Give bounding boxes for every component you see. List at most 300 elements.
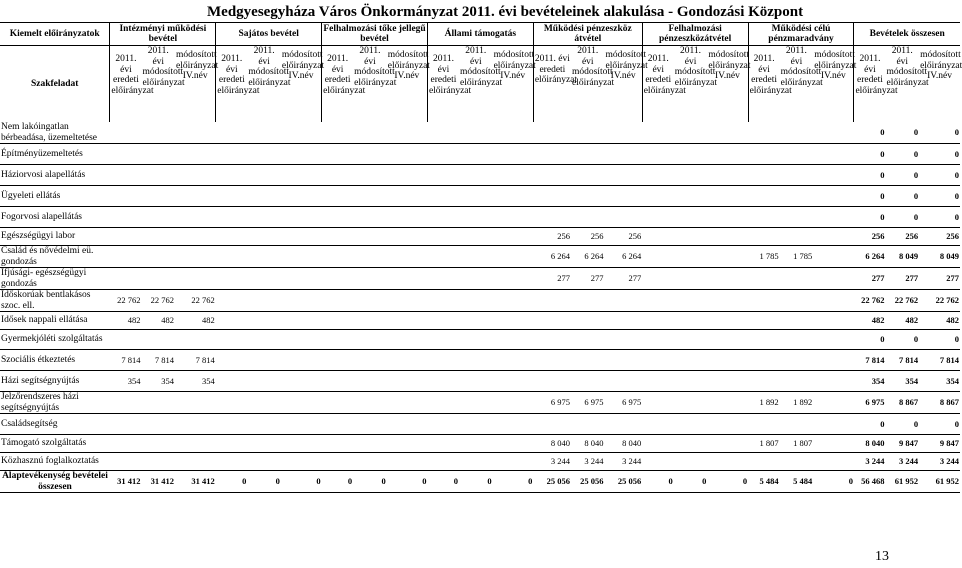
cell-value: 9 847 [885,435,919,453]
cell-value [353,268,387,290]
group-header: Állami támogatás [427,23,533,46]
cell-value [571,122,605,144]
cell-value [216,414,248,435]
subcol-header: módosított előirányzat IV.név [493,50,536,81]
cell-value [110,228,142,246]
cell-value: 7 814 [885,350,919,371]
cell-value: 22 762 [919,290,960,312]
cell-value [353,144,387,165]
cell-value [674,435,708,453]
cell-value: 8 867 [885,392,919,414]
cell-value [605,350,643,371]
cell-value [427,392,459,414]
cell-value [427,453,459,471]
table-row [0,392,960,414]
cell-value [605,330,643,350]
cell-value [216,312,248,330]
cell-value [780,268,814,290]
total-value: 31 412 [175,471,216,493]
cell-value: 0 [919,330,960,350]
cell-value [353,165,387,186]
cell-value [427,435,459,453]
row-label: Közhasznú foglalkoztatás [0,453,110,471]
cell-value [642,330,674,350]
cell-value [780,350,814,371]
cell-value [322,186,354,207]
cell-value [427,312,459,330]
cell-value [707,122,748,144]
cell-value [247,246,281,268]
cell-value [281,165,322,186]
cell-value [674,392,708,414]
cell-value: 277 [571,268,605,290]
subcol-header: módosított előirányzat IV.név [605,50,648,81]
cell-value [605,186,643,207]
cell-value [748,268,780,290]
cell-value: 9 847 [919,435,960,453]
cell-value [493,207,534,228]
page-number: 13 [875,549,889,564]
table-row [0,453,960,471]
cell-value [813,122,854,144]
cell-value [605,371,643,392]
cell-value [748,312,780,330]
cell-value [493,165,534,186]
cell-value [175,330,216,350]
cell-value [353,312,387,330]
total-value: 0 [247,471,281,493]
cell-value: 0 [854,186,886,207]
total-value: 25 056 [605,471,643,493]
cell-value [780,165,814,186]
cell-value: 3 244 [533,453,571,471]
cell-value [707,290,748,312]
cell-value [216,165,248,186]
cell-value [353,330,387,350]
table-row [0,186,960,207]
cell-value [281,144,322,165]
cell-value [605,144,643,165]
cell-value [387,330,428,350]
table-row [0,371,960,392]
cell-value [605,414,643,435]
cell-value [493,392,534,414]
row-label: Házi segítségnyújtás [0,371,110,392]
cell-value [707,228,748,246]
cell-value: 8 040 [571,435,605,453]
cell-value: 0 [854,122,886,144]
cell-value [175,453,216,471]
cell-value [175,122,216,144]
cell-value [674,453,708,471]
cell-value: 8 867 [919,392,960,414]
cell-value [533,414,571,435]
cell-value [642,371,674,392]
cell-value [353,350,387,371]
cell-value [605,207,643,228]
cell-value: 482 [854,312,886,330]
cell-value [748,290,780,312]
cell-value [387,350,428,371]
cell-value: 6 264 [854,246,886,268]
table-row [0,312,960,330]
cell-value [281,435,322,453]
cell-value [674,290,708,312]
cell-value [322,246,354,268]
cell-value: 8 049 [919,246,960,268]
cell-value [322,312,354,330]
cell-value [707,246,748,268]
cell-value [493,290,534,312]
cell-value [780,414,814,435]
cell-value [533,144,571,165]
cell-value [459,246,493,268]
cell-value [780,122,814,144]
cell-value [141,186,175,207]
cell-value: 7 814 [141,350,175,371]
cell-value [493,350,534,371]
subcol-header: módosított előirányzat IV.név [281,50,325,81]
cell-value [110,122,142,144]
table-row [0,246,960,268]
cell-value [748,350,780,371]
cell-value [674,165,708,186]
row-label: Egészségügyi labor [0,228,110,246]
cell-value [493,246,534,268]
cell-value [141,435,175,453]
total-value: 0 [427,471,459,493]
subcol-header: 2011. évi módosított előirányzat [571,46,615,88]
cell-value [110,165,142,186]
cell-value [216,330,248,350]
cell-value [216,122,248,144]
subcol-header: 2011. évi módosított előirányzat [460,46,503,88]
cell-value: 482 [919,312,960,330]
total-value: 61 952 [885,471,919,493]
cell-value [110,207,142,228]
cell-value [216,371,248,392]
cell-value [427,144,459,165]
cell-value [216,246,248,268]
cell-value [459,350,493,371]
cell-value [141,144,175,165]
cell-value [780,186,814,207]
cell-value: 482 [110,312,142,330]
cell-value [387,290,428,312]
cell-value [247,290,281,312]
cell-value [175,144,216,165]
cell-value: 482 [175,312,216,330]
cell-value: 6 975 [533,392,571,414]
cell-value [427,207,459,228]
cell-value [642,144,674,165]
cell-value: 7 814 [919,350,960,371]
total-label: Alaptevékenység bevételei összesen [0,471,110,493]
cell-value [322,228,354,246]
cell-value [427,414,459,435]
cell-value [459,290,493,312]
table-row [0,207,960,228]
cell-value [674,122,708,144]
cell-value: 1 785 [748,246,780,268]
cell-value [353,435,387,453]
cell-value [642,165,674,186]
cell-value [110,144,142,165]
cell-value [353,414,387,435]
cell-value: 0 [854,330,886,350]
cell-value [281,414,322,435]
cell-value: 0 [854,144,886,165]
cell-value [813,392,854,414]
cell-value [353,371,387,392]
cell-value: 22 762 [885,290,919,312]
total-row [0,471,960,493]
cell-value [459,453,493,471]
cell-value: 22 762 [175,290,216,312]
cell-value [707,165,748,186]
cell-value [813,435,854,453]
cell-value: 7 814 [854,350,886,371]
cell-value [247,371,281,392]
cell-value [493,228,534,246]
cell-value [281,268,322,290]
cell-value [322,371,354,392]
cell-value [748,144,780,165]
cell-value [281,330,322,350]
cell-value [571,144,605,165]
cell-value [175,186,216,207]
cell-value [247,350,281,371]
cell-value [216,290,248,312]
cell-value [674,207,708,228]
szakfeladat-header: Szakfeladat [0,46,110,123]
group-header: Működési pénzeszköz átvétel [533,23,642,46]
total-value: 0 [813,471,854,493]
cell-value [141,246,175,268]
cell-value [427,228,459,246]
cell-value [533,122,571,144]
cell-value [493,268,534,290]
cell-value [216,268,248,290]
group-header: Bevételek összesen [854,23,960,46]
cell-value [175,414,216,435]
row-label: Időskorúak bentlakásos szoc. ell. [0,290,110,312]
cell-value [247,392,281,414]
cell-value [571,290,605,312]
cell-value [748,330,780,350]
cell-value [642,207,674,228]
cell-value [780,330,814,350]
cell-value: 0 [919,414,960,435]
cell-value [281,392,322,414]
cell-value [387,268,428,290]
cell-value [247,186,281,207]
cell-value [353,392,387,414]
subcol-header: módosított előirányzat IV.név [176,50,219,81]
cell-value [642,350,674,371]
subcol-header: 2011. évi módosított előirányzat [780,46,823,88]
cell-value: 256 [571,228,605,246]
cell-value [322,144,354,165]
subcol-header: módosított előirányzat IV.név [814,50,857,81]
total-value: 61 952 [919,471,960,493]
cell-value [493,435,534,453]
row-label: Ügyeleti ellátás [0,186,110,207]
group-header: Intézményi működési bevétel [110,23,216,46]
cell-value [707,414,748,435]
cell-value: 0 [854,414,886,435]
cell-value: 3 244 [605,453,643,471]
cell-value [748,371,780,392]
cell-value [571,186,605,207]
cell-value [459,392,493,414]
cell-value [141,268,175,290]
cell-value [493,312,534,330]
cell-value: 354 [175,371,216,392]
cell-value [459,312,493,330]
cell-value [281,371,322,392]
cell-value [674,330,708,350]
table-row [0,350,960,371]
cell-value [141,165,175,186]
cell-value [281,290,322,312]
cell-value: 6 264 [605,246,643,268]
cell-value [175,165,216,186]
cell-value: 354 [919,371,960,392]
cell-value [247,144,281,165]
cell-value [459,414,493,435]
cell-value: 256 [605,228,643,246]
cell-value [813,371,854,392]
cell-value [247,268,281,290]
total-value: 0 [216,471,248,493]
subcol-header: 2011. évi eredeti előirányzat [110,46,142,123]
total-value: 0 [459,471,493,493]
cell-value: 0 [885,186,919,207]
cell-value: 1 892 [748,392,780,414]
cell-value [427,350,459,371]
row-label: Gyermekjóléti szolgáltatás [0,330,110,350]
cell-value: 0 [885,165,919,186]
cell-value [387,435,428,453]
cell-value: 0 [919,207,960,228]
cell-value [427,186,459,207]
cell-value [353,207,387,228]
row-label: Nem lakóingatlan bérbeadása, üzemeltetése [0,122,110,144]
cell-value: 0 [919,186,960,207]
cell-value [642,435,674,453]
cell-value: 0 [919,144,960,165]
cell-value [748,453,780,471]
cell-value [110,268,142,290]
cell-value: 0 [854,207,886,228]
cell-value [387,186,428,207]
subcol-header: 2011. évi módosított előirányzat [354,46,397,88]
cell-value [642,246,674,268]
group-header: Sajátos bevétel [216,23,322,46]
cell-value [813,414,854,435]
cell-value [216,207,248,228]
cell-value [353,290,387,312]
cell-value: 0 [919,122,960,144]
cell-value [707,435,748,453]
total-value: 31 412 [110,471,142,493]
cell-value [175,392,216,414]
cell-value [533,165,571,186]
cell-value: 354 [141,371,175,392]
cell-value [642,290,674,312]
cell-value [642,312,674,330]
cell-value [571,207,605,228]
cell-value: 0 [854,165,886,186]
subcol-header: 2011. évi eredeti előirányzat [533,46,571,123]
cell-value [493,371,534,392]
cell-value [493,453,534,471]
cell-value [427,371,459,392]
cell-value [322,207,354,228]
total-value: 0 [493,471,534,493]
total-value: 0 [642,471,674,493]
cell-value [780,144,814,165]
cell-value [247,122,281,144]
cell-value [459,371,493,392]
cell-value [571,165,605,186]
cell-value [813,207,854,228]
cell-value [175,435,216,453]
cell-value [459,186,493,207]
cell-value [216,144,248,165]
cell-value [813,246,854,268]
cell-value [175,246,216,268]
subcol-header: módosított előirányzat IV.név [387,50,430,81]
cell-value [674,228,708,246]
cell-value [780,312,814,330]
cell-value [533,330,571,350]
cell-value [387,246,428,268]
total-value: 0 [353,471,387,493]
total-value: 56 468 [854,471,886,493]
cell-value [427,246,459,268]
table-row [0,290,960,312]
cell-value [674,350,708,371]
table-row [0,228,960,246]
cell-value [110,246,142,268]
cell-value [674,414,708,435]
cell-value [674,268,708,290]
cell-value [141,392,175,414]
cell-value [642,453,674,471]
cell-value: 482 [885,312,919,330]
cell-value: 0 [885,414,919,435]
cell-value: 354 [110,371,142,392]
cell-value [605,290,643,312]
cell-value [322,392,354,414]
cell-value [247,435,281,453]
cell-value: 0 [885,122,919,144]
cell-value: 1 892 [780,392,814,414]
cell-value: 354 [885,371,919,392]
cell-value [813,453,854,471]
row-label: Család és nővédelmi eü. gondozás [0,246,110,268]
cell-value [427,330,459,350]
group-header: Működési célú pénzmaradvány [748,23,854,46]
cell-value [533,186,571,207]
cell-value [216,453,248,471]
cell-value: 277 [533,268,571,290]
revenue-table [0,22,960,493]
cell-value [247,312,281,330]
cell-value [707,207,748,228]
